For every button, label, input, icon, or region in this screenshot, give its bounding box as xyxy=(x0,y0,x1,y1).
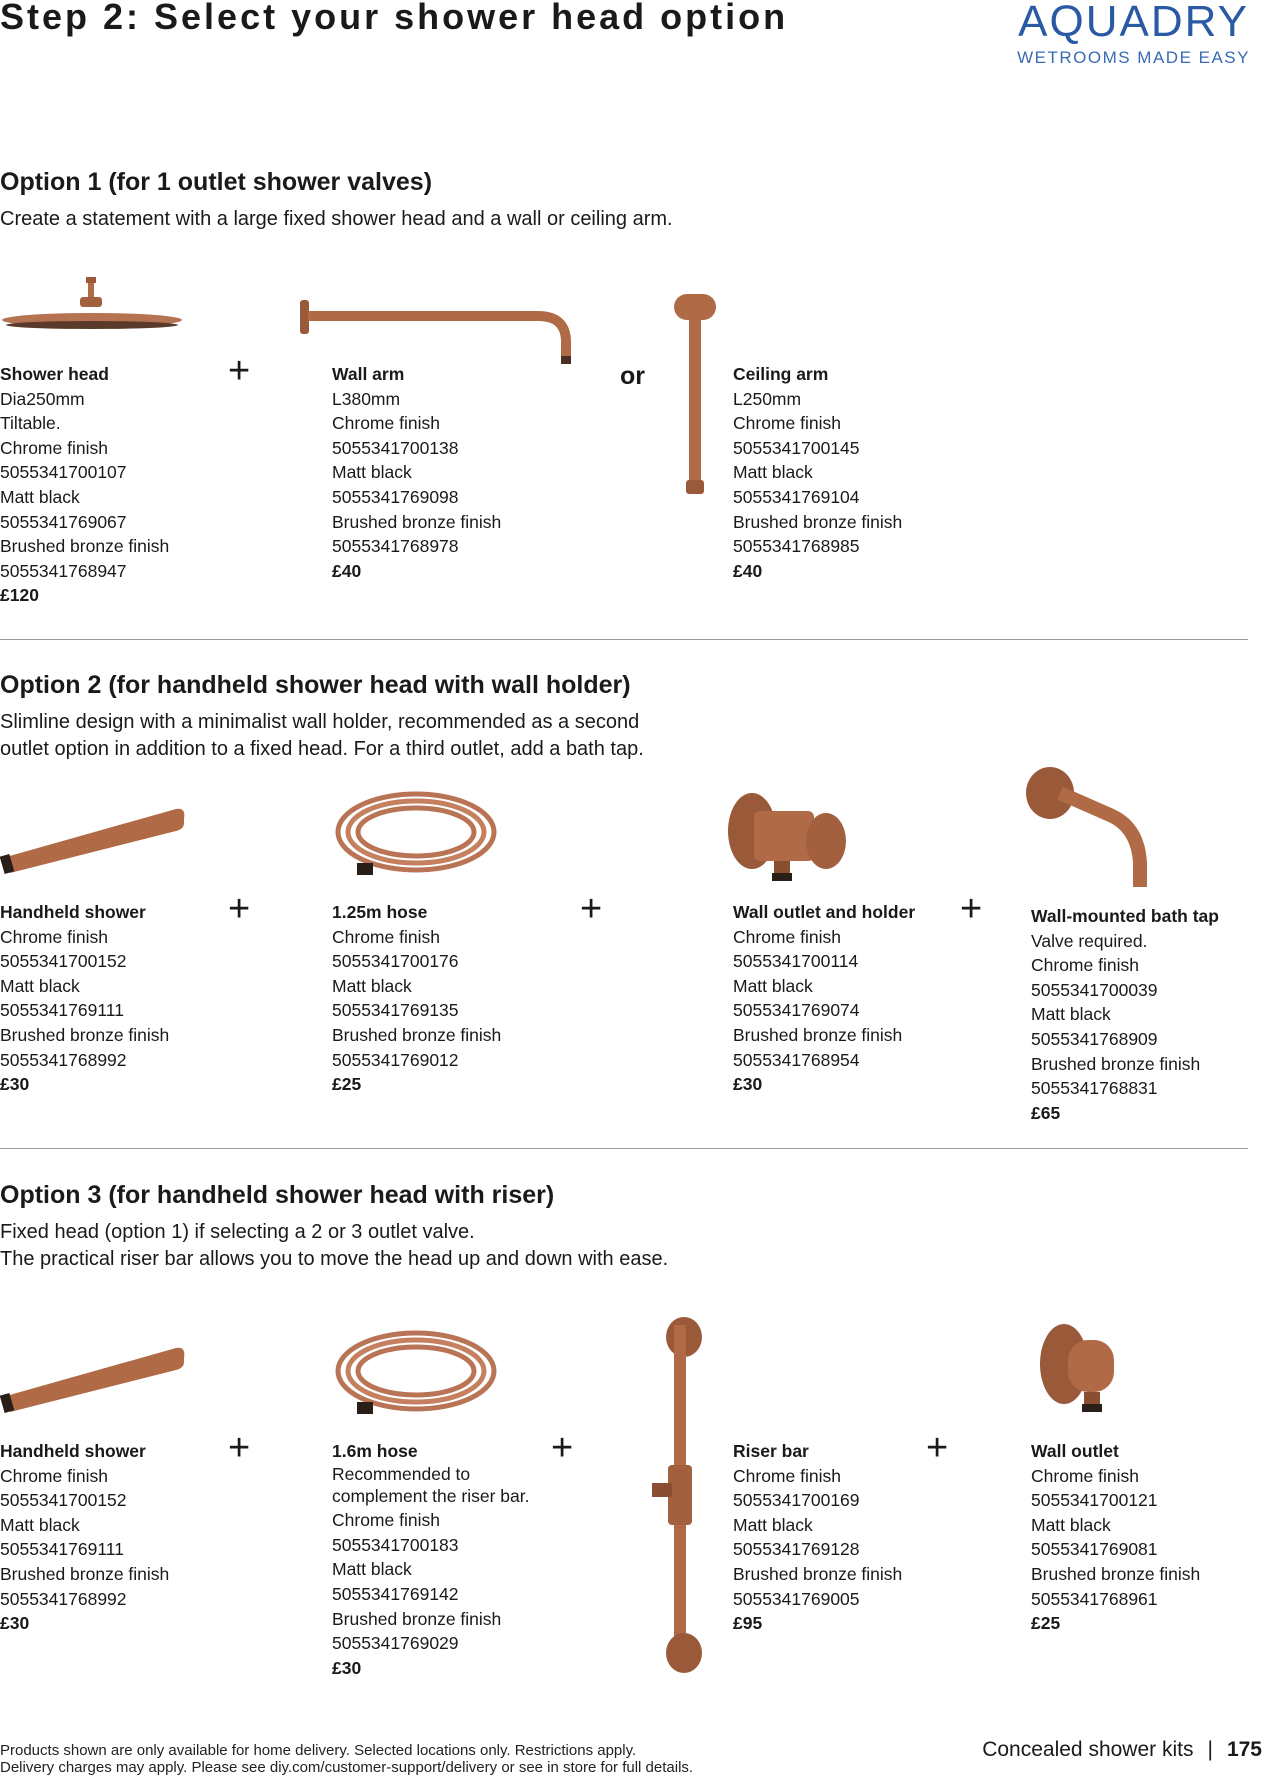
product-detail: 5055341768831 xyxy=(1031,1078,1158,1099)
product-detail: 5055341769067 xyxy=(0,511,127,532)
product-name: Wall-mounted bath tap xyxy=(1031,906,1219,926)
product-detail: 5055341700169 xyxy=(733,1490,860,1511)
product-detail: 5055341700121 xyxy=(1031,1490,1158,1511)
product-detail: 5055341700176 xyxy=(332,951,459,972)
option2-product-hose xyxy=(332,900,501,1097)
option2-product-handheld-shower xyxy=(0,900,169,1097)
product-detail: Chrome finish xyxy=(332,413,440,434)
product-detail: Brushed bronze finish xyxy=(1031,1053,1201,1074)
product-name: Riser bar xyxy=(733,1441,809,1461)
product-price: £120 xyxy=(0,585,39,606)
product-detail: Brushed bronze finish xyxy=(0,536,170,557)
product-detail: Matt black xyxy=(1031,1514,1111,1535)
plus-operator: + xyxy=(228,1427,251,1469)
plus-operator: + xyxy=(228,350,251,392)
page-title: Step 2: Select your shower head option xyxy=(0,0,789,37)
plus-operator: + xyxy=(960,888,983,930)
option3-product-wall-outlet xyxy=(1031,1439,1200,1636)
option3-description xyxy=(0,1219,668,1273)
product-detail: Chrome finish xyxy=(733,413,841,434)
plus-operator: + xyxy=(228,888,251,930)
product-detail: Brushed bronze finish xyxy=(733,1024,903,1045)
delivery-note-line: Products shown are only available for home delivery. Selected locations only. Restrictions apply. xyxy=(0,1742,637,1759)
product-detail: Chrome finish xyxy=(0,926,108,947)
footer-separator: | xyxy=(1207,1738,1213,1761)
product-detail: Brushed bronze finish xyxy=(1031,1563,1201,1584)
option1-product-shower-head xyxy=(0,362,169,608)
product-price: £40 xyxy=(332,560,362,581)
option1-product-ceiling-arm xyxy=(733,362,902,583)
delivery-note-line: Delivery charges may apply. Please see diy.com/customer-support/delivery or see in store for full details. xyxy=(0,1759,694,1776)
option3-title: Option 3 (for handheld shower head with riser) xyxy=(0,1181,555,1209)
product-detail: 5055341769128 xyxy=(733,1539,860,1560)
handheld-shower-icon xyxy=(0,803,190,875)
product-detail: 5055341769111 xyxy=(0,1000,124,1021)
product-detail: Brushed bronze finish xyxy=(332,1024,502,1045)
product-detail: Brushed bronze finish xyxy=(332,1608,502,1629)
product-detail: 5055341700107 xyxy=(0,462,127,483)
product-detail: 5055341768985 xyxy=(733,536,860,557)
product-name: Wall outlet xyxy=(1031,1441,1119,1461)
product-detail: Recommended to xyxy=(332,1463,471,1484)
product-detail: Brushed bronze finish xyxy=(733,511,903,532)
product-name: Shower head xyxy=(0,364,109,384)
product-detail: Brushed bronze finish xyxy=(0,1024,170,1045)
riser-bar-icon xyxy=(648,1315,714,1677)
product-detail: 5055341700152 xyxy=(0,951,127,972)
product-price: £25 xyxy=(1031,1613,1061,1634)
option2-product-bath-tap xyxy=(1031,904,1219,1125)
product-price: £95 xyxy=(733,1613,763,1634)
plus-operator: + xyxy=(926,1427,949,1469)
product-price: £25 xyxy=(332,1074,362,1095)
product-detail: 5055341768978 xyxy=(332,536,459,557)
product-price: £40 xyxy=(733,560,763,581)
product-detail: Dia250mm xyxy=(0,388,85,409)
product-detail: Matt black xyxy=(733,1514,813,1535)
product-name: Handheld shower xyxy=(0,1441,146,1461)
product-detail: 5055341769081 xyxy=(1031,1539,1158,1560)
product-detail: 5055341769005 xyxy=(733,1588,860,1609)
page-number: 175 xyxy=(1226,1738,1262,1761)
product-price: £30 xyxy=(0,1074,30,1095)
product-name: Handheld shower xyxy=(0,902,146,922)
product-detail: 5055341700183 xyxy=(332,1534,459,1555)
product-detail: Brushed bronze finish xyxy=(332,511,502,532)
logo-tagline: WETROOMS MADE EASY xyxy=(1017,48,1250,67)
product-detail: Brushed bronze finish xyxy=(0,1563,170,1584)
product-detail: 5055341700114 xyxy=(733,951,859,972)
option2-description xyxy=(0,709,644,763)
product-detail: Matt black xyxy=(733,462,813,483)
shower-head-icon xyxy=(0,275,185,335)
product-detail: 5055341768992 xyxy=(0,1588,127,1609)
product-detail: 5055341768947 xyxy=(0,560,127,581)
product-detail: Matt black xyxy=(0,975,80,996)
option1-description xyxy=(0,206,673,233)
product-detail: Matt black xyxy=(0,1514,80,1535)
section-label: Concealed shower kits xyxy=(982,1738,1194,1761)
product-detail: 5055341700145 xyxy=(733,437,860,458)
product-detail: complement the riser bar. xyxy=(332,1485,530,1506)
product-detail: 5055341769029 xyxy=(332,1633,459,1654)
product-detail: L380mm xyxy=(332,388,401,409)
option2-desc-line: Slimline design with a minimalist wall holder, recommended as a second xyxy=(0,711,640,733)
option2-product-wall-outlet-holder xyxy=(733,900,915,1097)
option3-product-handheld-shower xyxy=(0,1439,169,1636)
product-detail: Matt black xyxy=(733,975,813,996)
product-detail: 5055341700152 xyxy=(0,1490,127,1511)
product-price: £30 xyxy=(332,1657,362,1678)
product-detail: Tiltable. xyxy=(0,413,61,434)
logo-name: AQUADRY xyxy=(1018,0,1249,46)
product-detail: 5055341768954 xyxy=(733,1049,860,1070)
wall-outlet-icon xyxy=(1038,1320,1128,1420)
product-detail: Chrome finish xyxy=(0,1465,108,1486)
product-detail: Chrome finish xyxy=(733,1465,841,1486)
aquadry-logo xyxy=(1017,0,1250,68)
option3-product-riser-bar xyxy=(733,1439,902,1636)
product-name: Wall arm xyxy=(332,364,405,384)
product-name: 1.6m hose xyxy=(332,1441,418,1461)
hose-icon xyxy=(332,787,502,887)
product-detail: Chrome finish xyxy=(1031,1465,1139,1486)
product-detail: 5055341769074 xyxy=(733,1000,860,1021)
handheld-shower-icon xyxy=(0,1342,190,1414)
or-operator: or xyxy=(620,362,645,390)
ceiling-arm-icon xyxy=(670,292,720,498)
product-detail: Matt black xyxy=(332,975,412,996)
option2-desc-line: outlet option in addition to a fixed head. For a third outlet, add a bath tap. xyxy=(0,738,644,760)
plus-operator: + xyxy=(551,1427,574,1469)
plus-operator: + xyxy=(580,888,603,930)
product-detail: 5055341769012 xyxy=(332,1049,459,1070)
product-detail: Brushed bronze finish xyxy=(733,1563,903,1584)
product-price: £30 xyxy=(0,1613,30,1634)
option1-title: Option 1 (for 1 outlet shower valves) xyxy=(0,168,433,196)
product-detail: Matt black xyxy=(332,1559,412,1580)
product-price: £30 xyxy=(733,1074,763,1095)
section-divider xyxy=(0,639,1248,640)
product-detail: 5055341768992 xyxy=(0,1049,127,1070)
product-detail: 5055341769104 xyxy=(733,486,860,507)
product-name: 1.25m hose xyxy=(332,902,428,922)
product-detail: 5055341768909 xyxy=(1031,1028,1158,1049)
option1-product-wall-arm xyxy=(332,362,501,583)
option3-desc-line: Fixed head (option 1) if selecting a 2 or 3 outlet valve. xyxy=(0,1221,475,1243)
product-detail: Chrome finish xyxy=(733,926,841,947)
product-detail: Matt black xyxy=(0,486,80,507)
option3-desc-line: The practical riser bar allows you to move the head up and down with ease. xyxy=(0,1248,669,1270)
product-price: £65 xyxy=(1031,1102,1061,1123)
product-detail: Matt black xyxy=(1031,1004,1111,1025)
product-detail: Chrome finish xyxy=(332,1510,440,1531)
product-detail: Chrome finish xyxy=(1031,955,1139,976)
product-detail: L250mm xyxy=(733,388,802,409)
product-detail: 5055341769135 xyxy=(332,1000,459,1021)
product-detail: Chrome finish xyxy=(0,437,108,458)
product-detail: Matt black xyxy=(332,462,412,483)
product-detail: 5055341768961 xyxy=(1031,1588,1158,1609)
wall-arm-icon xyxy=(298,298,578,368)
product-detail: Chrome finish xyxy=(332,926,440,947)
hose-icon xyxy=(332,1326,502,1426)
bath-tap-icon xyxy=(1020,763,1160,893)
option1-desc-line: Create a statement with a large fixed shower head and a wall or ceiling arm. xyxy=(0,208,673,230)
option3-product-hose xyxy=(332,1439,529,1680)
product-name: Ceiling arm xyxy=(733,364,829,384)
section-divider xyxy=(0,1148,1248,1149)
wall-outlet-holder-icon xyxy=(726,785,856,890)
page-footer-label xyxy=(982,1738,1262,1762)
product-detail: 5055341700039 xyxy=(1031,979,1158,1000)
product-detail: 5055341769142 xyxy=(332,1583,459,1604)
product-detail: 5055341700138 xyxy=(332,437,459,458)
product-detail: Valve required. xyxy=(1031,930,1148,951)
product-detail: 5055341769098 xyxy=(332,486,459,507)
option2-title: Option 2 (for handheld shower head with wall holder) xyxy=(0,671,631,699)
product-detail: 5055341769111 xyxy=(0,1539,124,1560)
delivery-note xyxy=(0,1742,693,1776)
product-name: Wall outlet and holder xyxy=(733,902,916,922)
